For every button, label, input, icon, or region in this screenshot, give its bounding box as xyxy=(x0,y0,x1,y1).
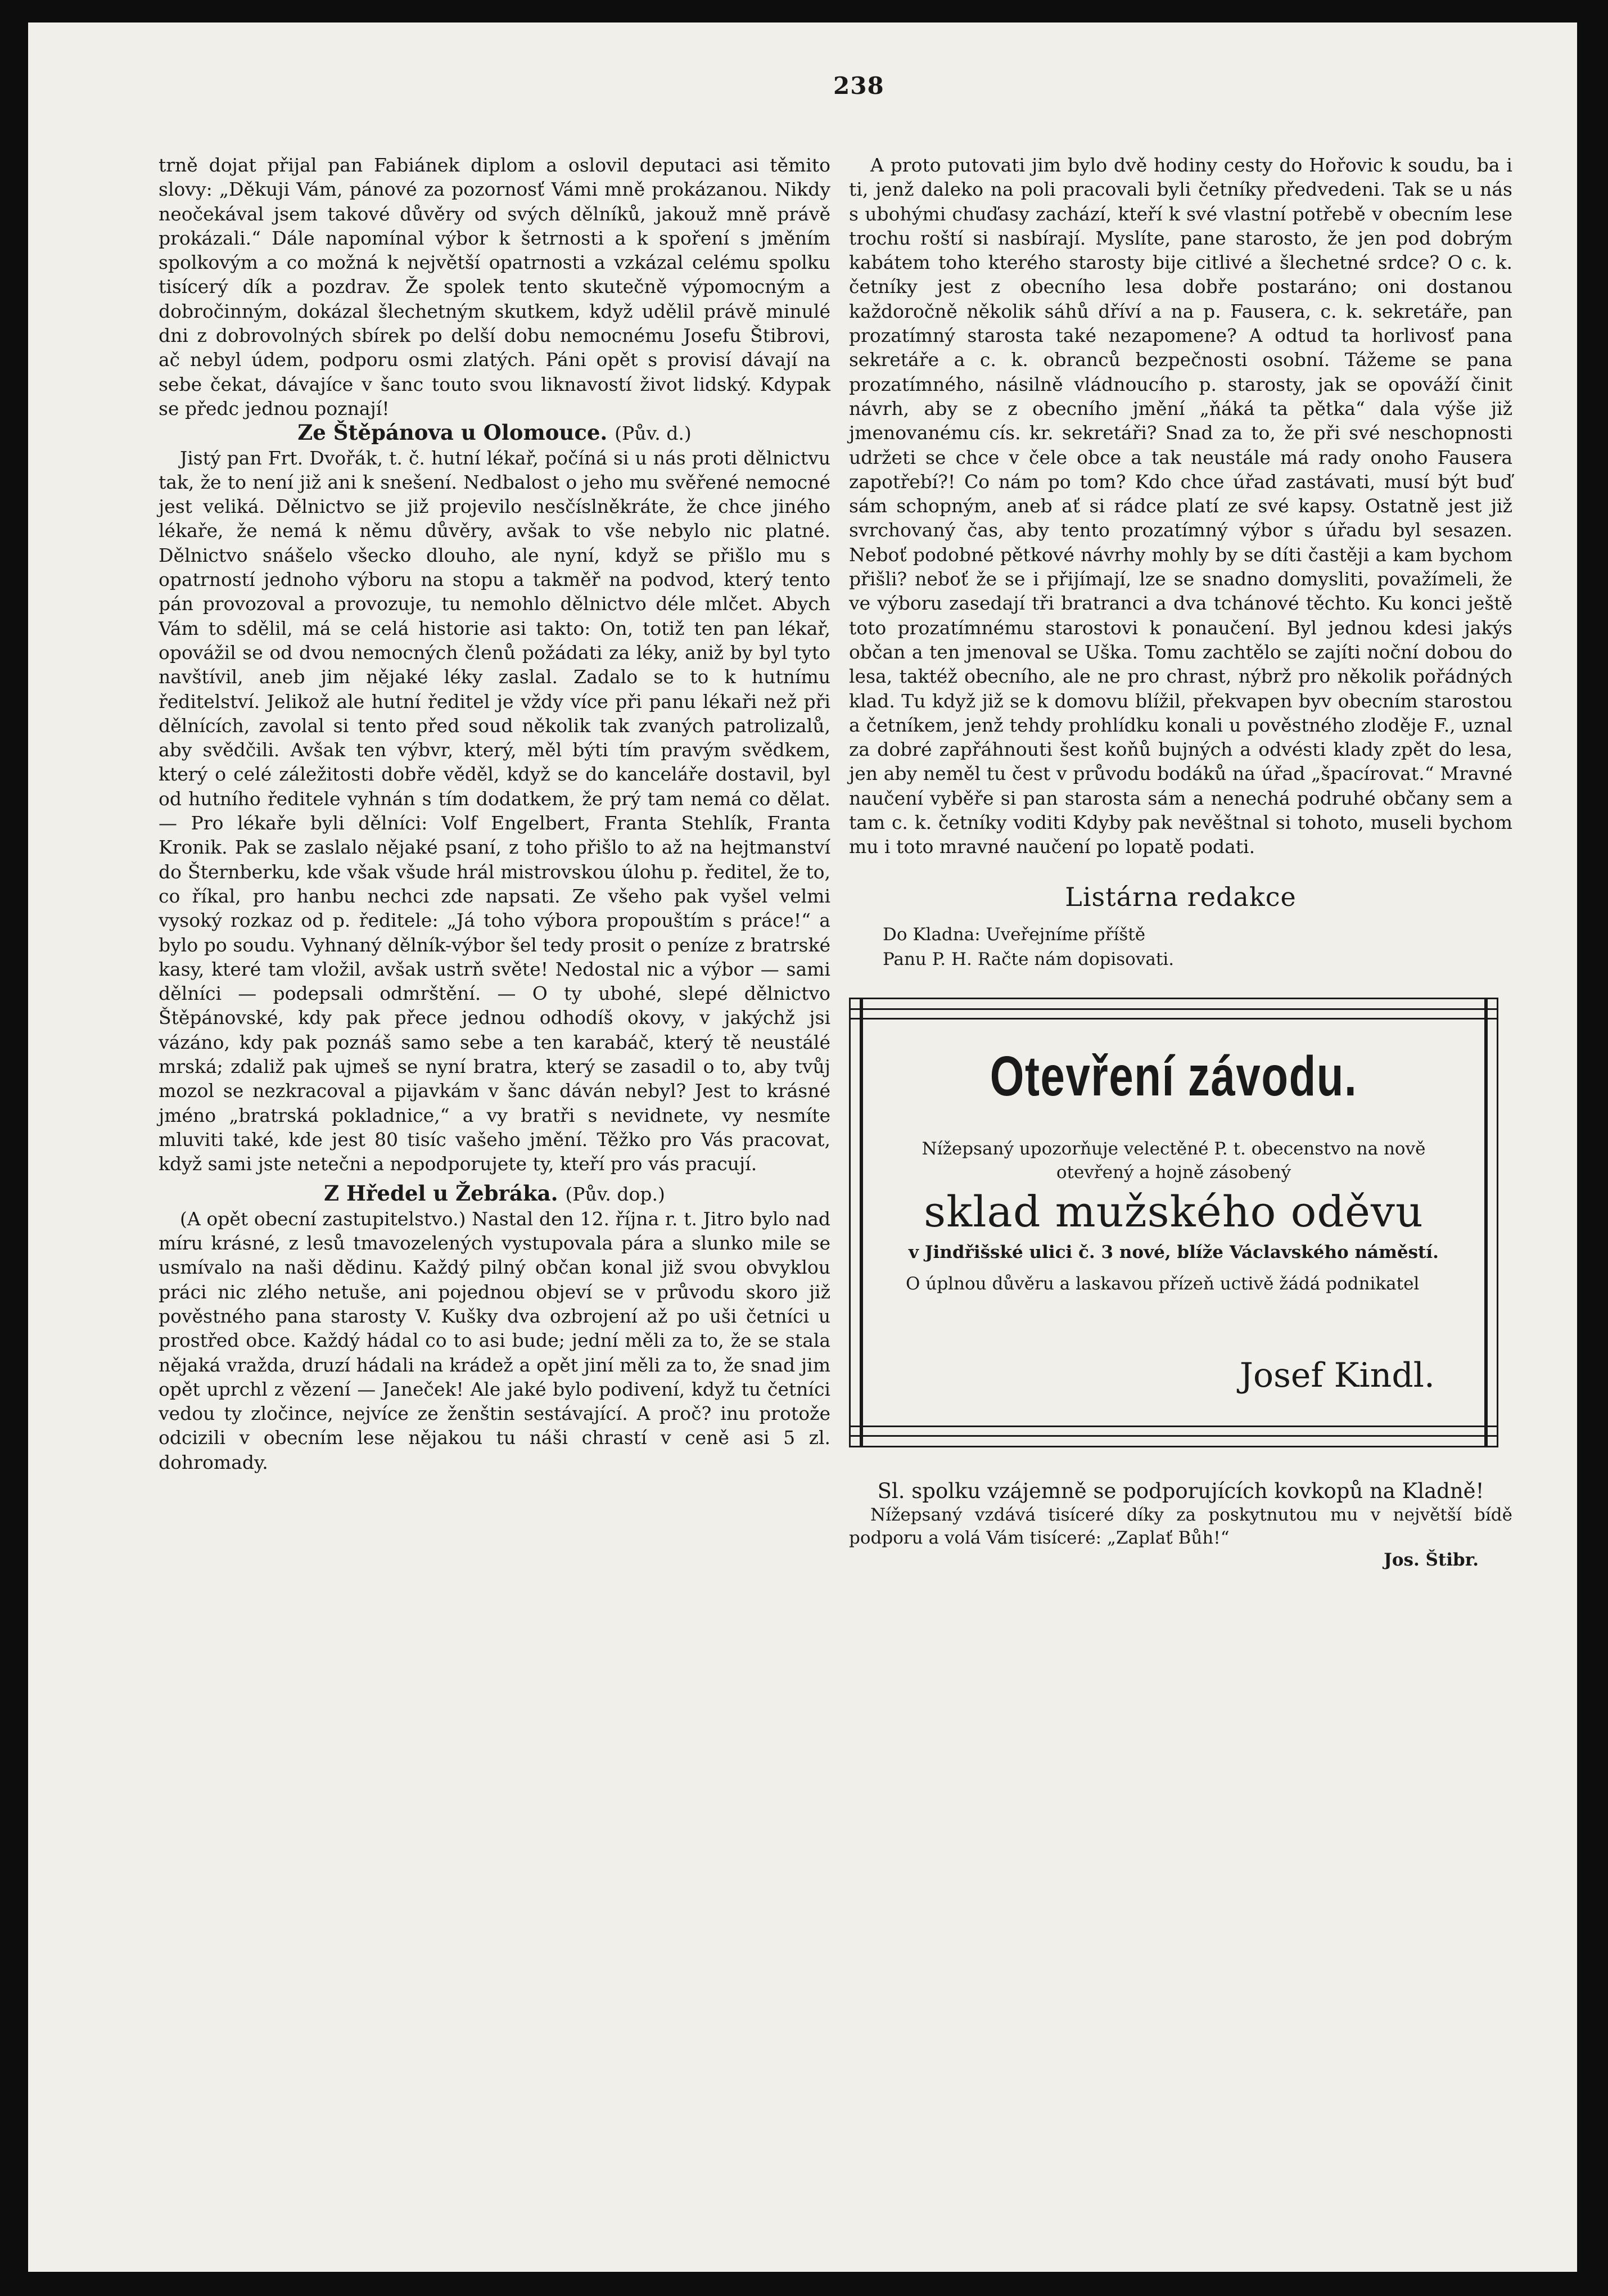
ad-border-bottom xyxy=(851,1426,1497,1437)
article-body-hredel: (A opět obecní zastupitelstvo.) Nastal den 12. října r. t. Jitro bylo nad míru krásné, z lesů tmavozelených vystupovala pára a slunko mile se usmívalo na naši dědinu. Každý pilný občan konal již svou obvyklou práci nic zlého netuše, ani pojednou objeví se v průvodu skoro již pověstného pana starosty V. Kušky dva ozbrojení až po uši četníci u prostřed obce. Každý hádal co to asi bude; jední měli za to, že se stala nějaká vražda, druzí hádali na krádež a opět jiní měli za to, že snad jim opět uprchl z vězení — Janeček! Ale jaké bylo podivení, když tu četníci vedou ty zločince, nejvíce ze ženštin sestávající. A proč? inu protože odcizili v obecním lese nějakou tu náši chrastí v ceně asi 5 zl. dohromady. xyxy=(159,1207,830,1473)
heading-title: Ze Štěpánova u Olomouce. xyxy=(297,420,608,445)
ad-body xyxy=(884,1137,1463,1296)
ad-address: v Jindřišské ulici č. 3 nové, blíže Václavského náměstí. xyxy=(909,1242,1439,1262)
article-body-stepanov: Jistý pan Frt. Dvořák, t. č. hutní lékař, počíná si u nás proti dělnictvu tak, že to není již ani k snešení. Nedbalost o jeho mu svěřené nemocné jest veliká. Dělnictvo se již projevilo nesčíslněkráte, že chce jiného lékaře, že nemá k němu důvěry, avšak to vše nebylo nic platné. Dělnictvo snášelo všecko dlouho, ale nyní, když se přišlo mu s opatrností jednoho výboru na stopu a takměř na podvod, který tento pán provozoval a provozuje, tu nemohlo dělnictvo déle mlčet. Abych Vám to sdělil, má se celá historie asi takto: On, totiž ten pan lékař, opovážil se od dvou nemocných členů požádati za léky, aniž by byl tyto navštívil, aneb jim nějaké léky zaslal. Zadalo se to k hutnímu ředitelství. Jelikož ale hutní ředitel je vždy více při panu lékaři než při dělnících, zavolal si tento před soud několik tak zvaných patrolizalů, aby svědčili. Avšak ten výbvr, který, měl býti tím pravým svědkem, který o celé záležitosti dobře věděl, když se do kanceláře dostavil, byl od hutního ředitele vyhnán s tím dodatkem, že prý tam nemá co dělat. — Pro lékaře byli dělníci: Volf Engelbert, Franta Stehlík, Franta Kronik. Pak se zaslalo nějaké psaní, z toho přišlo to až na hejtmanství do Šternberku, kde však všude hrál mistrovskou úlohu p. ředitel, že to, co říkal, pro hanbu nechci zde napsati. Ze všeho pak vyšel velmi vysoký rozkaz od p. ředitele: „Já toho výbora propouštím s práce!“ a bylo po soudu. Vyhnaný dělník-výbor šel tedy prosit o peníze z bratrské kasy, které tam vložil, avšak ustrň světe! Nedostal nic a výbor — sami dělníci — podepsali odmrštění. — O ty ubohé, slepé dělnictvo Štěpánovské, kdy pak přece jednou odhodíš okovy, v jakýchž jsi vázáno, kdy pak poznáš samo sebe a ten karabáč, který tě neustálé mrská; zdaliž pak ujmeš se nyní bratra, který se zasadil o to, aby tvůj mozol se nezkracoval a pijavkám v šanc dáván nebyl? Jest to krásné jméno „bratrská pokladnice,“ a vy bratři s nevidnete, vy nesmíte mluviti také, kde jest 80 tisíc vašeho jmění. Těžko pro Vás pracovat, když sami jste netečni a nepodporujete ty, kteří pro vás pracují. xyxy=(159,446,830,1175)
editorial-letter-line: Panu P. H. Račte nám dopisovati. xyxy=(883,949,1175,969)
ad-border-top xyxy=(851,1008,1497,1020)
editorial-letters-title: Listárna redakce xyxy=(1065,881,1297,912)
article-continuation: trně dojat přijal pan Fabiánek diplom a oslovil deputaci asi těmito slovy: „Děkuji Vám, pánové za pozornosť Vámi mně prokázanou. Nikdy neočekával jsem takové důvěry od svých dělníků, jakouž mně právě prokázali.“ Dále napomínal výbor k šetrnosti a k spoření s jměním spolkovým a co možná k největší opatrnosti a vzkázal celému spolku tisícerý dík a pozdrav. Že spolek tento skutečně výpomocným a dobročinným, dokázal šlechetným skutkem, když udělil právě minulé dni z dobrovolných sbírek po delší dobu nemocnému Josefu Štibrovi, ač nebyl údem, podporu osmi zlatých. Páni opět s provisí dávají na sebe čekat, dávajíce v šanc touto svou liknavostí život lidský. Kdypak se předc jednou poznají! xyxy=(159,154,830,419)
article-body-hredel-continued: A proto putovati jim bylo dvě hodiny cesty do Hořovic k soudu, ba i ti, jenž daleko na poli pracovali byli četníky předvedeni. Tak se u nás s ubohými chuďasy zachází, kteří k své vlastní potřebě v obecním lese trochu roští si nasbírají. Myslíte, pane starosto, že jen pod dobrým kabátem toho kterého starosty bije citlivé a šlechetné srdce? O c. k. četníky jest z obecního lesa dobře postaráno; oni dostanou každoročně několik sáhů dříví a na p. Fausera, c. k. sekretáře, pan prozatímný starosta také nezapomene? A odtud ta horlivosť pana sekretáře a c. k. obranců bezpečnosti osobní. Tážeme se pana prozatímného, násilně vládnoucího p. starosty, jak se opováží činit návrh, aby se z obecního jmění „ňáká ta pětka“ dala výše již jmenovanému cís. kr. sekretáři? Snad za to, že při své neschopnosti udržeti se chce v čele obce a tak neustále má rady onoho Fausera zapotřebí?! Co nám po tom? Kdo chce úřad zastávati, musí být buď sám schopným, aneb ať si rádce platí ze své kapsy. Ostatně jest již svrchovaný čas, aby tento prozatímný výbor s úřadu byl sesazen. Neboť podobné pětkové návrhy mohly by se díti častěji a kam bychom přišli? neboť že se i přijímají, lze se snadno domysliti, považímeli, že ve výboru zasedají tři bratranci a dva tchánové těchto. Ku konci ještě toto prozatímnému starostovi k ponaučení. Byl jednou kdesi jakýs občan a ten jmenoval se Uška. Tomu zachtělo se zajíti noční dobou do lesa, taktéž obecního, ale ne pro chrast, nýbrž pro několik pořádných klad. Tu když již se k domovu blížil, překvapen byv obecním starostou a četníkem, jenž tehdy prohlídku konali u pověstného zloděje F., uznal za dobré zapřáhnouti šest koňů bujných a odvésti klady zpět do lesa, jen aby neměl tu čest v průvodu bodáků na úřad „špacírovat.“ Mravné naučení vyběře si pan starosta sám a nenechá podruhé občany sem a tam c. k. četníky voditi Kdyby pak nevěštnal si tohoto, museli bychom mu i toto mravné naučení po lopatě podati. xyxy=(849,154,1512,858)
ad-border-left xyxy=(860,999,863,1446)
article-heading-stepanov xyxy=(159,421,830,445)
ad-signature: Josef Kindl. xyxy=(1239,1355,1435,1395)
editorial-letter-line: Do Kladna: Uveřejníme příště xyxy=(883,924,1146,945)
notice-heading: Sl. spolku vzájemně se podporujících kovkopů na Kladně! xyxy=(877,1478,1484,1503)
advertisement-box xyxy=(849,998,1498,1447)
heading-source: (Pův. d.) xyxy=(615,422,692,445)
ad-title: Otevření závodu. xyxy=(990,1044,1358,1108)
notice-signature: Jos. Štibr. xyxy=(1384,1549,1479,1570)
ad-text: Nížepsaný upozorňuje velectěné P. t. obecenstvo na nově otevřený a hojně zásobený xyxy=(922,1138,1426,1183)
left-column xyxy=(159,153,830,1474)
newspaper-page xyxy=(28,22,1577,2272)
page-number: 238 xyxy=(833,72,884,100)
heading-title: Z Hředel u Žebráka. xyxy=(324,1181,558,1206)
ad-border-right xyxy=(1484,999,1488,1446)
article-heading-hredel xyxy=(159,1181,830,1206)
right-column xyxy=(849,153,1512,1570)
ad-shop-name: sklad mužského oděvu xyxy=(924,1186,1424,1237)
ad-text: O úplnou důvěru a laskavou přízeň uctivě žádá podnikatel xyxy=(906,1273,1420,1294)
notice-text: Nížepsaný vzdává tisíceré díky za poskytnutou mu v největší bídě podporu a volá Vám tisíceré: „Zaplať Bůh!“ xyxy=(849,1504,1512,1548)
heading-source: (Pův. dop.) xyxy=(565,1183,665,1206)
